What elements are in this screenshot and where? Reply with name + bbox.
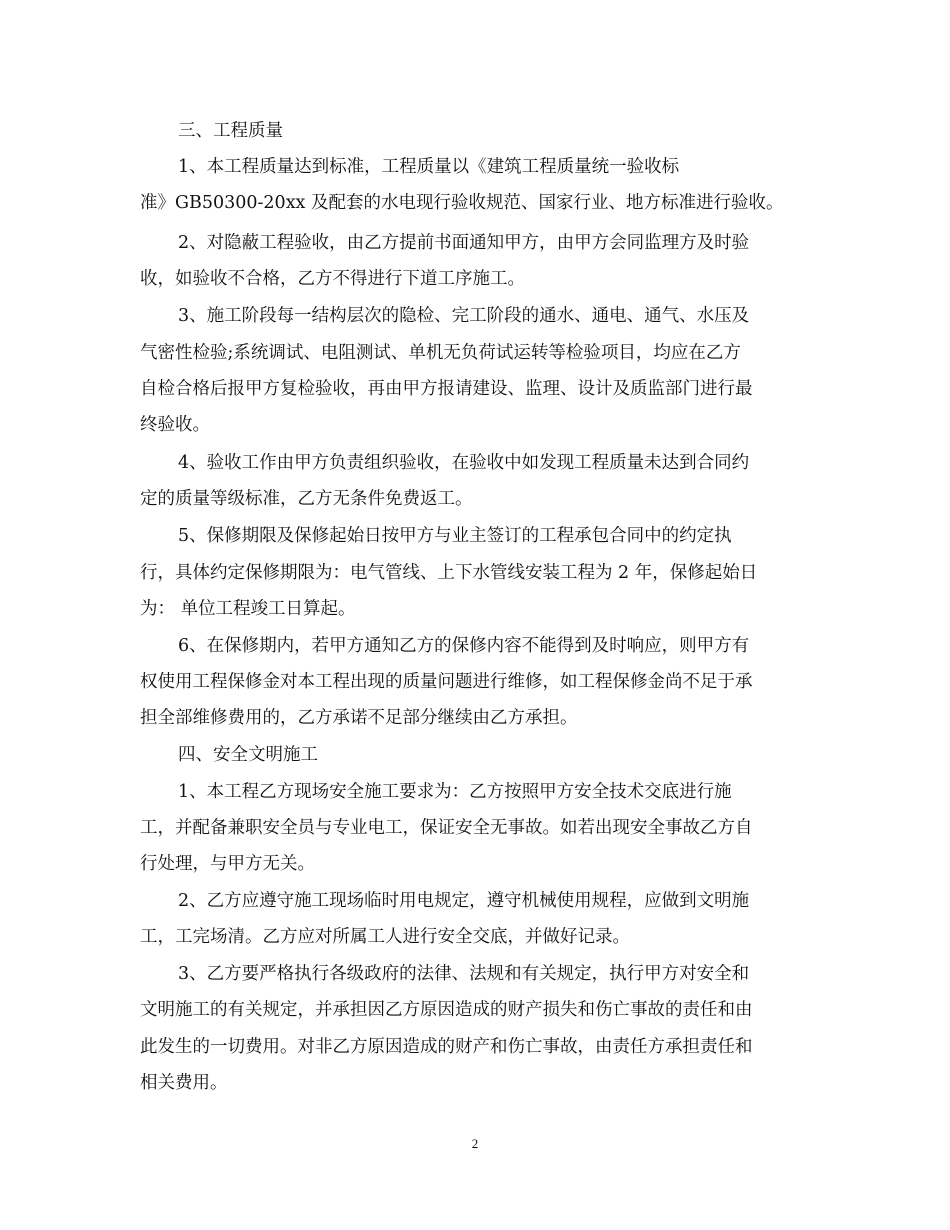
- paragraph-line: 2、乙方应遵守施工现场临时用电规定，遵守机械使用规程，应做到文明施: [178, 891, 750, 911]
- paragraph-line: 2、对隐蔽工程验收，由乙方提前书面通知甲方，由甲方会同监理方及时验: [178, 233, 750, 253]
- paragraph-line: 1、本工程乙方现场安全施工要求为：乙方按照甲方安全技术交底进行施: [178, 782, 732, 802]
- paragraph-line: 文明施工的有关规定，并承担因乙方原因造成的财产损失和伤亡事故的责任和由: [140, 1000, 753, 1020]
- paragraph-line: 5、保修期限及保修起始日按甲方与业主签订的工程承包合同中的约定执: [178, 526, 732, 546]
- paragraph-line: 终验收。: [140, 415, 210, 435]
- paragraph-line: 工，工完场清。乙方应对所属工人进行安全交底，并做好记录。: [140, 927, 630, 947]
- paragraph-line: 工，并配备兼职安全员与专业电工，保证安全无事故。如若出现安全事故乙方自: [140, 818, 753, 838]
- paragraph-line: 权使用工程保修金对本工程出现的质量问题进行维修，如工程保修金尚不足于承: [140, 672, 753, 692]
- paragraph-line: 相关费用。: [140, 1073, 228, 1093]
- paragraph-line: 行处理，与甲方无关。: [140, 854, 315, 874]
- paragraph-line: 3、乙方要严格执行各级政府的法律、法规和有关规定，执行甲方对安全和: [178, 964, 750, 984]
- paragraph-line: 6、在保修期内，若甲方通知乙方的保修内容不能得到及时响应，则甲方有: [178, 636, 750, 656]
- section-heading-quality: 三、工程质量: [178, 121, 283, 141]
- paragraph-line: 自检合格后报甲方复检验收，再由甲方报请建设、监理、设计及质监部门进行最: [140, 379, 753, 399]
- paragraph-line: 气密性检验;系统调试、电阻测试、单机无负荷试运转等检验项目，均应在乙方: [140, 343, 741, 363]
- paragraph-line: 担全部维修费用的，乙方承诺不足部分继续由乙方承担。: [140, 708, 578, 728]
- paragraph-line: 1、本工程质量达到标准，工程质量以《建筑工程质量统一验收标: [178, 157, 680, 177]
- paragraph-line: 此发生的一切费用。对非乙方原因造成的财产和伤亡事故，由责任方承担责任和: [140, 1037, 753, 1057]
- paragraph-line: 准》GB50300-20xx 及配套的水电现行验收规范、国家行业、地方标准进行验收。: [140, 193, 784, 213]
- paragraph-line: 行，具体约定保修期限为：电气管线、上下水管线安装工程为 2 年，保修起始日: [140, 563, 758, 583]
- paragraph-line: 收，如验收不合格，乙方不得进行下道工序施工。: [140, 269, 525, 289]
- paragraph-line: 4、验收工作由甲方负责组织验收，在验收中如发现工程质量未达到合同约: [178, 453, 750, 473]
- section-heading-safety: 四、安全文明施工: [178, 745, 318, 765]
- page-number: 2: [471, 1136, 479, 1151]
- paragraph-line: 为： 单位工程竣工日算起。: [140, 599, 356, 619]
- paragraph-line: 定的质量等级标准，乙方无条件免费返工。: [140, 489, 473, 509]
- paragraph-line: 3、施工阶段每一结构层次的隐检、完工阶段的通水、通电、通气、水压及: [178, 306, 750, 326]
